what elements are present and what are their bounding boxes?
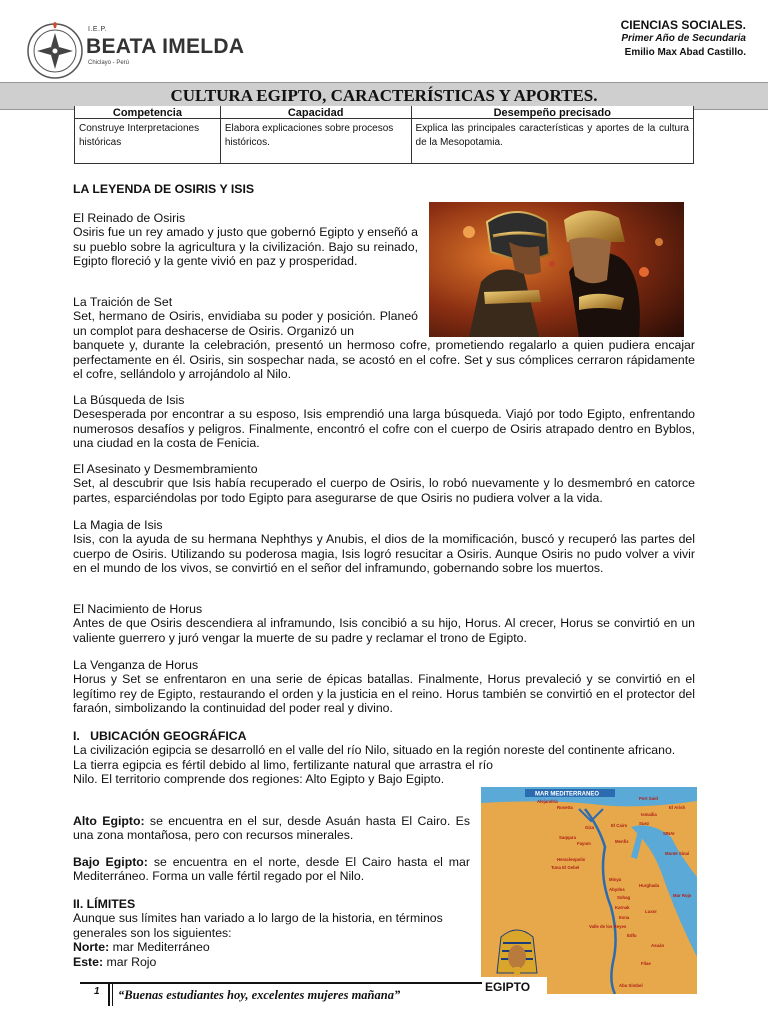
section-text: Set, al descubrir que Isis había recuperado el cuerpo de Osiris, lo robó nuevamente y lo desmembró en catorce partes, esparciéndolas por todo Egipto para asegurarse de que Osiris no pudiera volver a la vida. [73, 476, 695, 505]
footer-divider [112, 984, 113, 1006]
section-text: Antes de que Osiris descendiera al inframundo, Isis concibió a su hijo, Horus. Al crecer, Horus se convirtió en un valiente guerrero y juró vengar la muerte de su padre y reclamar el trono de Egipto. [73, 616, 695, 645]
map-place: Hurghada [639, 883, 660, 888]
map-place: Luxor [645, 909, 657, 914]
footer-rule [80, 982, 482, 984]
table-cell: Explica las principales características y aportes de la cultura de la Mesopotamia. [411, 118, 693, 163]
map-place: Tuna El Gebel [551, 865, 580, 870]
table-cell: Construye Interpretaciones históricas [75, 118, 221, 163]
school-logo-area [26, 18, 286, 78]
table-cell: Elabora explicaciones sobre procesos históricos. [220, 118, 411, 163]
bajo-label: Bajo Egipto: [73, 855, 148, 869]
school-name: BEATA IMELDA [86, 35, 245, 58]
subject: CIENCIAS SOCIALES. [620, 18, 746, 32]
page-number: 1 [94, 986, 100, 997]
legend-section [73, 658, 695, 716]
legend-section [73, 295, 695, 381]
map-place: Fayum [577, 841, 591, 846]
section-title: El Reinado de Osiris [73, 211, 186, 225]
school-seal-icon [26, 22, 84, 80]
limits-intro: Aunque sus límites han variado a lo largo de la historia, en términos generales son los siguientes: [73, 911, 443, 940]
section-title: El Asesinato y Desmembramiento [73, 462, 258, 476]
map-place: Saqqara [559, 835, 576, 840]
map-place: Heracleopolis [557, 857, 586, 862]
table-row [75, 118, 694, 163]
north-label: Norte: [73, 940, 110, 955]
map-place: Menfis [615, 839, 629, 844]
footer-divider [108, 984, 110, 1006]
geo-paragraph: La civilización egipcia se desarrolló en el valle del río Nilo, situado en la región noreste del continente africano. [73, 743, 676, 758]
geo-section [73, 729, 695, 787]
east-text: mar Rojo [103, 954, 157, 969]
map-sea-label: MAR MEDITERRANEO [535, 791, 599, 798]
map-place: Suez [639, 821, 650, 826]
table-header: Desempeño precisado [411, 106, 693, 118]
legend-heading: LA LEYENDA DE OSIRIS Y ISIS [73, 182, 255, 196]
map-place: Asuán [651, 943, 665, 948]
alto-label: Alto Egipto: [73, 814, 145, 828]
bajo-egipto [73, 855, 470, 884]
map-place: Ismailia [641, 812, 657, 817]
map-place: El Arish [669, 805, 686, 810]
map-place: Monte Sinaí [665, 851, 690, 856]
table-header: Competencia [75, 106, 221, 118]
section-title: El Nacimiento de Horus [73, 602, 203, 616]
legend-section [73, 462, 695, 505]
limits-section [73, 897, 470, 969]
map-place: Abu Simbel [619, 983, 643, 988]
teacher-name: Emilio Max Abad Castillo. [624, 47, 746, 58]
legend-section [73, 602, 695, 645]
map-country-label: EGIPTO [485, 980, 531, 994]
map-place: Esna [619, 915, 630, 920]
map-place: Edfu [627, 933, 637, 938]
section-title: La Traición de Set [73, 295, 173, 309]
map-place: Rosetta [557, 805, 573, 810]
alto-text: se encuentra en el sur, desde Asuán hasta El Cairo. Es una zona montañosa, pero con recursos minerales. [73, 814, 470, 843]
limit-east [73, 955, 470, 969]
section-text: Desesperada por encontrar a su esposo, Isis emprendió una larga búsqueda. Viajó por todo Egipto, enfrentando numerosos desafíos y peligros. Finalmente, encontró el cofre con el cuerpo de Osiris atrapado dentro en Byblos, una ciudad en la costa de Fenicia. [73, 407, 695, 451]
map-place: Port Said [639, 796, 658, 801]
page-title: CULTURA EGIPTO, CARACTERÍSTICAS Y APORTES. [170, 86, 598, 105]
legend-block [73, 182, 695, 196]
geo-paragraph: La tierra egipcia es fértil debido al limo, fertilizante natural que arrastra el río Nilo. El territorio comprende dos regiones: Alto Egipto y Bajo Egipto. [73, 757, 493, 787]
egypt-map [481, 787, 697, 994]
footer-motto: “Buenas estudiantes hoy, excelentes mujeres mañana” [118, 988, 401, 1002]
map-place: Mar Rojo [673, 893, 692, 898]
legend-section [73, 393, 695, 451]
limit-north [73, 940, 470, 954]
map-place: Abydos [609, 887, 625, 892]
east-label: Este: [73, 954, 104, 969]
limits-heading: II. LÍMITES [73, 897, 136, 911]
map-place: Filae [641, 961, 651, 966]
table-header-row [75, 106, 694, 118]
legend-section [73, 518, 695, 576]
section-text: Set, hermano de Osiris, envidiaba su poder y posición. Planeó un complot para deshacerse de Osiris. Organizó un banquete y, durante la celebración, presentó un hermoso cofre, prometiendo regalarlo a quien pudiera encajar perfectamente en él. Osiris, sin sospechar nada, se acostó en el cofre. Set y sus cómplices cerraron rápidamente el cofre, sellándolo y arrojándolo al Nilo. [73, 309, 695, 382]
map-place: Minya [609, 877, 622, 882]
bajo-text: se encuentra en el norte, desde El Cairo hasta el mar Mediterráneo. Forma un valle fértil regado por el Nilo. [73, 855, 470, 884]
north-text: mar Mediterráneo [109, 940, 210, 955]
map-place: Alejandría [537, 799, 558, 804]
page-footer [80, 982, 696, 1008]
school-type: I.E.P. [88, 26, 108, 33]
section-title: La Venganza de Horus [73, 658, 199, 672]
pharaoh-icon [497, 930, 537, 975]
geo-heading: I. UBICACIÓN GEOGRÁFICA [73, 729, 247, 743]
section-title: La Magia de Isis [73, 518, 163, 532]
section-text: Horus y Set se enfrentaron en una serie de épicas batallas. Finalmente, Horus prevaleció y se convirtió en el legítimo rey de Egipto, restaurando el orden y la justicia en el reino. Horus también se convirtió en el protector del faraón, simbolizando la continuidad del poder real y divino. [73, 672, 695, 716]
map-place: El Cairo [611, 823, 628, 828]
alto-egipto [73, 814, 470, 843]
header-info [621, 18, 746, 60]
section-text: Isis, con la ayuda de su hermana Nephthys y Anubis, el dios de la momificación, buscó y recuperó las partes del cuerpo de Osiris. Utilizando su poderosa magia, Isis logró resucitar a Osiris. Aunque Osiris no pudo volver a vivir en el mundo de los vivos, se convirtió en el señor del inframundo, gobernando sobre los muertos. [73, 532, 695, 576]
map-place: Sohag [617, 895, 631, 900]
map-place: Giza [585, 825, 595, 830]
section-title: La Búsqueda de Isis [73, 393, 185, 407]
legend-section [73, 211, 418, 269]
section-text: Osiris fue un rey amado y justo que gobernó Egipto y enseñó a su pueblo sobre la agricultura y la civilización. Bajo su reinado, Egipto floreció y la gente vivió en paz y prosperidad. [73, 225, 418, 269]
grade: Primer Año de Secundaria [621, 33, 746, 44]
map-place: SINAI [663, 831, 675, 836]
map-place: Karnak [615, 905, 630, 910]
map-place: Valle de los Reyes [589, 924, 627, 929]
school-city: Chiclayo - Perú [88, 60, 130, 66]
competency-table [74, 106, 694, 164]
table-header: Capacidad [220, 106, 411, 118]
